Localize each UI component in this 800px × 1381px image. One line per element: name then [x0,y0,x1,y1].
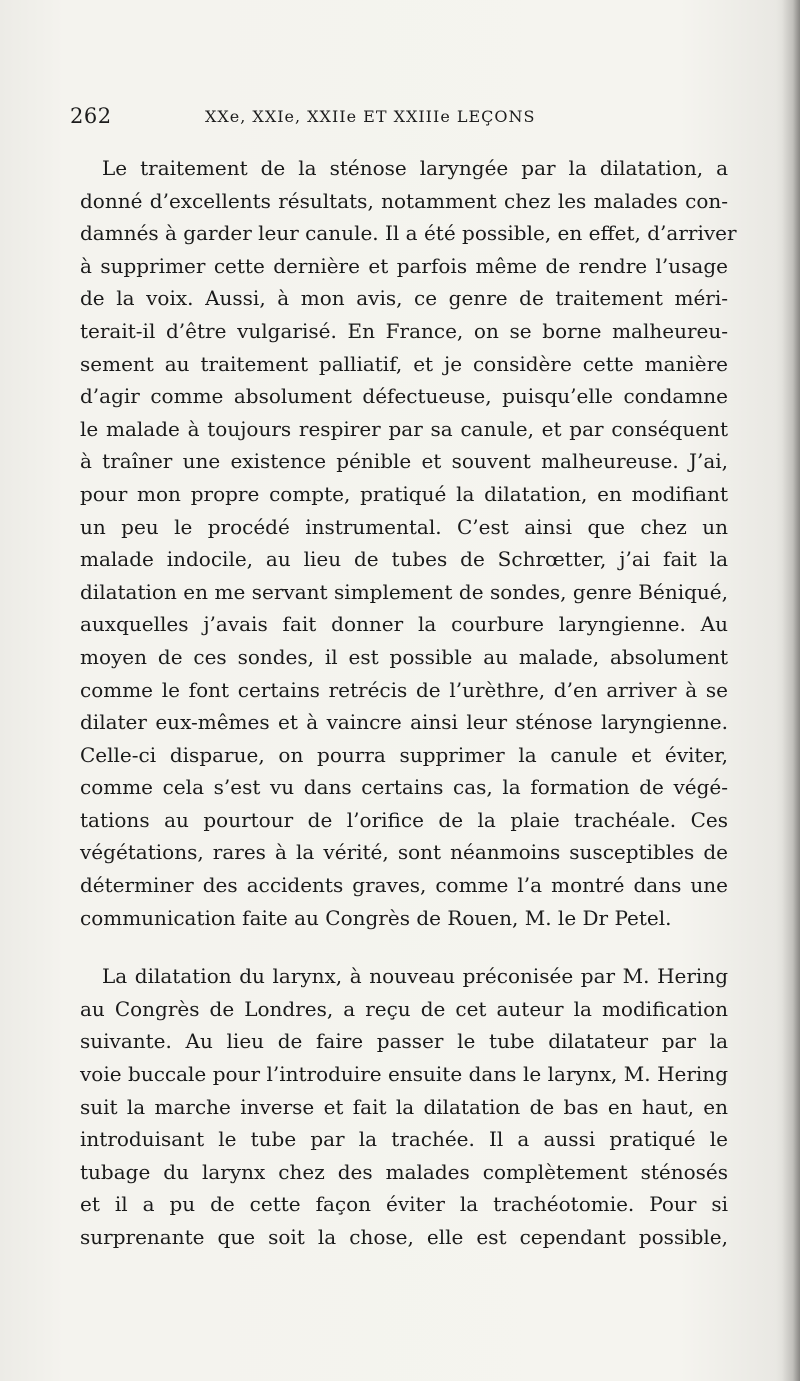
text-line: déterminer des accidents graves, comme l’a montré dans une [80,873,728,898]
text-line: le malade à toujours respirer par sa canule, et par conséquent [80,416,728,441]
text-line: un peu le procédé instrumental. C’est ainsi que chez un [80,514,728,539]
text-line: au Congrès de Londres, a reçu de cet auteur la modification [80,996,728,1021]
text-line: auxquelles j’avais fait donner la courbure laryngienne. Au [80,612,728,637]
text-line: dilater eux-mêmes et à vaincre ainsi leur sténose laryngienne. [80,710,728,735]
paragraph-1 [80,152,737,934]
body-text [80,152,737,1254]
text-line: Celle-ci disparue, on pourra supprimer la canule et éviter, [80,742,728,767]
text-line: suit la marche inverse et fait la dilatation de bas en haut, en [80,1094,728,1119]
text-line: comme cela s’est vu dans certains cas, la formation de végé- [80,775,728,800]
paragraph-2 [80,960,728,1253]
text-line: tations au pourtour de l’orifice de la plaie trachéale. Ces [80,807,728,832]
page-edge-shadow [782,0,800,1381]
text-line: d’agir comme absolument défectueuse, puisqu’elle condamne [80,384,728,409]
page-header [70,104,730,134]
text-line: à traîner une existence pénible et souvent malheureuse. J’ai, [80,449,728,474]
text-line: suivante. Au lieu de faire passer le tube dilatateur par la [80,1029,728,1054]
text-line: surprenante que soit la chose, elle est cependant possible, [80,1225,728,1249]
text-line: comme le font certains retrécis de l’urèthre, d’en arriver à se [80,677,728,702]
text-line: La dilatation du larynx, à nouveau préconisée par M. Hering [102,964,728,989]
text-line: communication faite au Congrès de Rouen, M. le Dr Petel. [80,905,672,930]
text-line: introduisant le tube par la trachée. Il a aussi pratiqué le [80,1127,728,1152]
text-line: et il a pu de cette façon éviter la trachéotomie. Pour si [80,1192,728,1217]
text-line: sement au traitement palliatif, et je considère cette manière [80,351,728,376]
text-line: terait-il d’être vulgarisé. En France, on se borne malheureu- [80,318,728,343]
running-head: XXe, XXIe, XXIIe ET XXIIIe LEÇONS [205,107,536,126]
text-line: de la voix. Aussi, à mon avis, ce genre de traitement méri- [80,286,728,311]
text-line: Le traitement de la sténose laryngée par la dilatation, a [102,156,728,180]
text-line: voie buccale pour l’introduire ensuite dans le larynx, M. Hering [80,1062,728,1087]
text-line: damnés à garder leur canule. Il a été possible, en effet, d’arriver [80,221,737,246]
text-line: dilatation en me servant simplement de sondes, genre Béniqué, [80,579,728,604]
paragraph-spacer [80,934,728,960]
text-line: donné d’excellents résultats, notamment chez les malades con- [80,188,728,213]
text-line: à supprimer cette dernière et parfois même de rendre l’usage [80,253,728,278]
text-line: moyen de ces sondes, il est possible au malade, absolument [80,644,728,669]
text-line: tubage du larynx chez des malades complètement sténosés [80,1159,728,1184]
text-line: malade indocile, au lieu de tubes de Schrœtter, j’ai fait la [80,547,728,572]
text-line: pour mon propre compte, pratiqué la dilatation, en modifiant [80,481,728,506]
text-line: végétations, rares à la vérité, sont néanmoins susceptibles de [80,840,728,865]
page-number: 262 [70,104,112,128]
